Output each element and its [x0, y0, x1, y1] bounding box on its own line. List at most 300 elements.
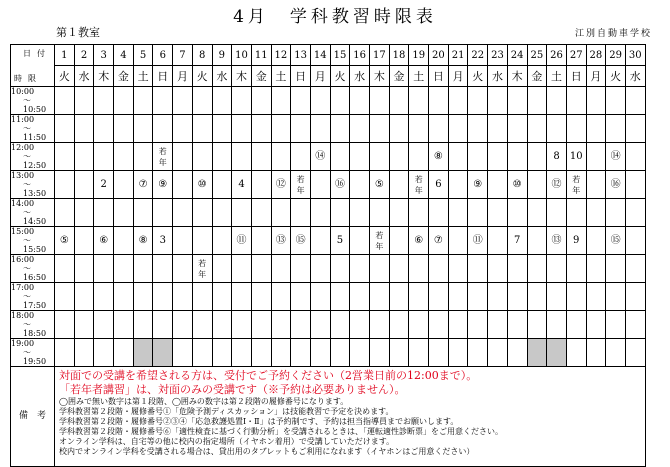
schedule-cell [625, 143, 645, 171]
schedule-cell [566, 339, 586, 367]
schedule-cell [212, 115, 232, 143]
day-number: 15 [330, 45, 350, 66]
weekday: 水 [74, 66, 94, 87]
day-number: 17 [370, 45, 390, 66]
youth-course-cell [192, 255, 212, 283]
schedule-cell [94, 143, 114, 171]
schedule-cell [271, 115, 291, 143]
period-end: 〜16:50 [23, 264, 47, 282]
period-end: 〜11:50 [23, 124, 47, 142]
weekday: 土 [133, 66, 153, 87]
schedule-cell [55, 171, 75, 199]
schedule-cell [74, 171, 94, 199]
period-row [11, 143, 646, 171]
schedule-cell [488, 339, 508, 367]
youth-course-char: 若 [572, 174, 581, 184]
schedule-cell [55, 339, 75, 367]
schedule-cell [606, 283, 626, 311]
schedule-cell [192, 339, 212, 367]
weekday: 木 [232, 66, 252, 87]
schedule-cell [586, 199, 606, 227]
schedule-cell [114, 87, 134, 115]
schedule-cell [507, 87, 527, 115]
schedule-cell [468, 87, 488, 115]
schedule-cell [114, 311, 134, 339]
day-number: 5 [133, 45, 153, 66]
schedule-cell [547, 311, 567, 339]
period-time [11, 311, 55, 339]
schedule-cell [271, 255, 291, 283]
schedule-cell [409, 311, 429, 339]
period-time [11, 115, 55, 143]
schedule-cell [251, 143, 271, 171]
schedule-cell [507, 199, 527, 227]
schedule-cell: ⑭ [606, 143, 626, 171]
period-start: 18:00 [11, 311, 35, 320]
schedule-cell: ⑤ [55, 227, 75, 255]
schedule-cell [527, 199, 547, 227]
schedule-cell [448, 199, 468, 227]
schedule-cell [389, 339, 409, 367]
period-time [11, 171, 55, 199]
day-number: 21 [448, 45, 468, 66]
schedule-cell [350, 87, 370, 115]
schedule-cell [389, 115, 409, 143]
schedule-cell [94, 87, 114, 115]
schedule-cell [566, 115, 586, 143]
schedule-cell [173, 199, 193, 227]
schedule-cell [310, 227, 330, 255]
schedule-cell [547, 87, 567, 115]
schedule-cell [94, 255, 114, 283]
schedule-cell [448, 283, 468, 311]
schedule-cell [212, 255, 232, 283]
weekday: 水 [350, 66, 370, 87]
schedule-cell [55, 143, 75, 171]
schedule-cell [74, 311, 94, 339]
schedule-cell [409, 143, 429, 171]
schedule-cell [173, 227, 193, 255]
schedule-cell [468, 255, 488, 283]
schedule-cell [350, 339, 370, 367]
schedule-cell [271, 87, 291, 115]
weekday: 金 [114, 66, 134, 87]
schedule-cell [448, 87, 468, 115]
schedule-cell [173, 339, 193, 367]
schedule-cell: 4 [232, 171, 252, 199]
day-number: 18 [389, 45, 409, 66]
schedule-cell [212, 199, 232, 227]
schedule-cell [74, 339, 94, 367]
schedule-cell [527, 143, 547, 171]
schedule-cell [409, 115, 429, 143]
schedule-cell [310, 339, 330, 367]
schedule-cell [409, 199, 429, 227]
schedule-cell [625, 87, 645, 115]
schedule-cell: ⑩ [507, 171, 527, 199]
schedule-cell [192, 199, 212, 227]
schedule-cell [153, 87, 173, 115]
weekday: 月 [448, 66, 468, 87]
schedule-cell [74, 227, 94, 255]
schedule-cell [429, 283, 449, 311]
youth-course-cell [409, 171, 429, 199]
schedule-cell [507, 283, 527, 311]
schedule-cell [94, 115, 114, 143]
schedule-cell [173, 87, 193, 115]
schedule-cell [507, 143, 527, 171]
schedule-cell [350, 255, 370, 283]
schedule-cell [625, 255, 645, 283]
schedule-cell [350, 283, 370, 311]
schedule-cell [153, 115, 173, 143]
schedule-cell [310, 87, 330, 115]
schedule-cell [606, 255, 626, 283]
period-row [11, 199, 646, 227]
period-time [11, 199, 55, 227]
schedule-cell [527, 339, 547, 367]
period-start: 15:00 [11, 227, 35, 236]
weekday: 日 [291, 66, 311, 87]
schedule-cell [468, 311, 488, 339]
notice-red: 「若年者講習」は、対面のみの受講です（※予約は必要ありません）。 [59, 383, 406, 396]
schedule-cell [547, 255, 567, 283]
schedule-cell [625, 199, 645, 227]
schedule-cell [114, 199, 134, 227]
schedule-cell [448, 227, 468, 255]
schedule-cell [527, 171, 547, 199]
period-end: 〜18:50 [23, 320, 47, 338]
schedule-cell [133, 115, 153, 143]
schedule-cell [153, 311, 173, 339]
schedule-cell [409, 87, 429, 115]
weekday: 土 [547, 66, 567, 87]
period-start: 16:00 [11, 255, 35, 264]
youth-course-cell [153, 143, 173, 171]
schedule-cell [370, 283, 390, 311]
schedule-cell [606, 311, 626, 339]
notice-line: ◯囲みで無い数字は第１段階、◯囲みの数字は第２段階の履修番号になります。 [59, 397, 349, 406]
schedule-cell [310, 171, 330, 199]
schedule-cell [291, 311, 311, 339]
notice-line: 学科教習第２段階・履修番号①「危険予測ディスカッション」は技能教習で予定を決めます。 [59, 407, 394, 416]
schedule-cell [55, 255, 75, 283]
schedule-cell [55, 199, 75, 227]
schedule-cell [251, 283, 271, 311]
schedule-cell [251, 339, 271, 367]
schedule-cell [468, 283, 488, 311]
schedule-cell [527, 283, 547, 311]
schedule-cell [429, 199, 449, 227]
schedule-cell [389, 255, 409, 283]
youth-course-char: 若 [375, 230, 384, 240]
period-row [11, 227, 646, 255]
day-number: 8 [192, 45, 212, 66]
period-row [11, 115, 646, 143]
schedule-cell [488, 283, 508, 311]
schedule-cell [625, 171, 645, 199]
weekday: 火 [330, 66, 350, 87]
day-number: 16 [350, 45, 370, 66]
schedule-cell [389, 143, 409, 171]
schedule-cell [192, 283, 212, 311]
schedule-cell [488, 255, 508, 283]
schedule-cell [212, 283, 232, 311]
schedule-cell [488, 143, 508, 171]
schedule-cell [271, 199, 291, 227]
schedule-cell [389, 311, 409, 339]
schedule-cell [94, 283, 114, 311]
schedule-cell: ⑪ [232, 227, 252, 255]
schedule-cell [74, 199, 94, 227]
youth-course-cell [566, 171, 586, 199]
youth-course-cell [291, 171, 311, 199]
period-time [11, 255, 55, 283]
schedule-cell [586, 339, 606, 367]
notice-line: 学科教習第２段階・履修番号②③④「応急救護処置Ⅰ・Ⅱ」は予約制です、予約は担当指導員までお願いします。 [59, 417, 459, 426]
schedule-cell [566, 87, 586, 115]
schedule-cell [114, 115, 134, 143]
schedule-cell [606, 87, 626, 115]
day-number: 10 [232, 45, 252, 66]
page-title: 4月 学科教習時限表 [233, 7, 437, 27]
schedule-cell [192, 115, 212, 143]
schedule-cell [310, 311, 330, 339]
schedule-cell [94, 199, 114, 227]
period-start: 14:00 [11, 199, 35, 208]
schedule-cell [251, 311, 271, 339]
schedule-cell [488, 171, 508, 199]
weekday: 火 [55, 66, 75, 87]
schedule-cell [586, 143, 606, 171]
schedule-cell: ⑥ [94, 227, 114, 255]
period-time [11, 283, 55, 311]
schedule-cell [527, 311, 547, 339]
schedule-cell [330, 199, 350, 227]
schedule-cell [488, 311, 508, 339]
schedule-cell: 3 [153, 227, 173, 255]
schedule-cell [625, 227, 645, 255]
schedule-cell [114, 171, 134, 199]
day-number: 27 [566, 45, 586, 66]
schedule-cell: 9 [566, 227, 586, 255]
schedule-cell [448, 171, 468, 199]
weekday: 火 [192, 66, 212, 87]
schedule-cell [291, 199, 311, 227]
schedule-cell [153, 283, 173, 311]
schedule-cell [232, 311, 252, 339]
day-number: 25 [527, 45, 547, 66]
schedule-cell: ⑮ [291, 227, 311, 255]
period-time [11, 339, 55, 367]
schedule-cell [291, 143, 311, 171]
schedule-cell: 2 [94, 171, 114, 199]
schedule-cell: 5 [330, 227, 350, 255]
period-end: 〜17:50 [23, 292, 47, 310]
youth-course-char: 若 [198, 258, 207, 268]
schedule-cell [547, 283, 567, 311]
notice-red: 対面での受講を希望される方は、受付でご予約ください（2営業日前の12:00まで）。 [59, 369, 478, 382]
period-row [11, 255, 646, 283]
notice-line: 校内でオンライン学科を受講される場合は、貸出用のタブレットもご利用になれます（イヤホンはご用意ください） [59, 447, 475, 456]
schedule-cell [429, 311, 449, 339]
notes-label: 備 考 [11, 367, 55, 467]
schedule-cell: ⑫ [271, 171, 291, 199]
schedule-cell [251, 199, 271, 227]
weekday: 月 [310, 66, 330, 87]
schedule-cell [586, 311, 606, 339]
schedule-cell [389, 87, 409, 115]
weekday: 火 [468, 66, 488, 87]
day-number: 1 [55, 45, 75, 66]
schedule-cell: 8 [547, 143, 567, 171]
schedule-cell [527, 227, 547, 255]
schedule-cell [133, 199, 153, 227]
schedule-cell [310, 115, 330, 143]
schedule-cell [527, 255, 547, 283]
schedule-cell [153, 339, 173, 367]
day-number: 11 [251, 45, 271, 66]
date-header-label: 日付 [23, 49, 51, 58]
weekday: 金 [251, 66, 271, 87]
schedule-cell [488, 115, 508, 143]
schedule-cell [586, 115, 606, 143]
schedule-cell [547, 199, 567, 227]
schedule-cell [271, 283, 291, 311]
schedule-cell [212, 227, 232, 255]
schedule-cell [448, 339, 468, 367]
schedule-cell [350, 115, 370, 143]
schedule-cell [429, 115, 449, 143]
schedule-cell [547, 339, 567, 367]
schedule-cell [310, 199, 330, 227]
day-number: 26 [547, 45, 567, 66]
period-row [11, 171, 646, 199]
youth-course-char: 年 [198, 269, 207, 279]
schedule-cell [251, 87, 271, 115]
period-time [11, 143, 55, 171]
schedule-cell [468, 143, 488, 171]
schedule-cell [310, 283, 330, 311]
schedule-cell: 10 [566, 143, 586, 171]
youth-course-char: 年 [414, 185, 423, 195]
schedule-cell: ⑬ [547, 227, 567, 255]
schedule-cell [507, 255, 527, 283]
schedule-cell: ⑫ [547, 171, 567, 199]
schedule-cell: ⑪ [468, 227, 488, 255]
schedule-cell [133, 255, 153, 283]
schedule-cell [173, 255, 193, 283]
day-number: 23 [488, 45, 508, 66]
schedule-cell: ⑨ [468, 171, 488, 199]
period-end: 〜12:50 [23, 152, 47, 170]
youth-course-char: 若 [296, 174, 305, 184]
schedule-cell [133, 339, 153, 367]
schedule-cell [625, 283, 645, 311]
schedule-cell [55, 115, 75, 143]
schedule-cell [468, 115, 488, 143]
schedule-cell [271, 339, 291, 367]
schedule-cell [192, 143, 212, 171]
schedule-cell [192, 227, 212, 255]
schedule-cell [74, 283, 94, 311]
day-number: 28 [586, 45, 606, 66]
day-number: 22 [468, 45, 488, 66]
schedule-cell [251, 255, 271, 283]
day-number: 14 [310, 45, 330, 66]
day-number: 13 [291, 45, 311, 66]
weekday: 土 [271, 66, 291, 87]
weekday: 水 [625, 66, 645, 87]
schedule-cell [586, 227, 606, 255]
schedule-cell [350, 311, 370, 339]
schedule-cell [370, 199, 390, 227]
day-number: 19 [409, 45, 429, 66]
schedule-cell [330, 87, 350, 115]
school-name: 江別自動車学校 [574, 29, 652, 39]
period-header-label: 時限 [14, 74, 42, 83]
schedule-cell [625, 115, 645, 143]
schedule-cell [232, 143, 252, 171]
schedule-cell [409, 339, 429, 367]
schedule-cell [330, 143, 350, 171]
schedule-cell [389, 199, 409, 227]
schedule-cell [448, 255, 468, 283]
schedule-cell [488, 227, 508, 255]
schedule-cell [192, 87, 212, 115]
schedule-cell [291, 87, 311, 115]
schedule-cell: 7 [507, 227, 527, 255]
schedule-cell [291, 115, 311, 143]
schedule-cell: ⑧ [133, 227, 153, 255]
classroom-label: 第１教室 [56, 26, 100, 39]
schedule-cell [251, 227, 271, 255]
schedule-cell [625, 339, 645, 367]
schedule-cell [330, 339, 350, 367]
schedule-cell [55, 87, 75, 115]
schedule-cell [330, 283, 350, 311]
header-corner [11, 45, 55, 87]
youth-course-char: 年 [158, 157, 167, 167]
schedule-cell [55, 283, 75, 311]
schedule-cell [114, 255, 134, 283]
schedule-cell [350, 171, 370, 199]
schedule-cell [566, 283, 586, 311]
period-start: 13:00 [11, 171, 35, 180]
schedule-cell [586, 171, 606, 199]
schedule-cell [212, 143, 232, 171]
youth-course-char: 年 [572, 185, 581, 195]
timetable [10, 44, 646, 467]
schedule-cell [232, 339, 252, 367]
schedule-cell [133, 311, 153, 339]
notice-line: 学科教習第２段階・履修番号⑥「適性検査に基づく行動分析」を受講されるときは、「運転適性診断票」をご用意ください。 [59, 427, 503, 436]
notice-line: オンライン学科は、自宅等の他に校内の指定場所（イヤホン着用）で受講していただけます。 [59, 437, 395, 446]
schedule-cell: ⑬ [271, 227, 291, 255]
schedule-cell [173, 311, 193, 339]
schedule-cell [409, 255, 429, 283]
weekday: 木 [507, 66, 527, 87]
schedule-cell [370, 115, 390, 143]
period-row [11, 283, 646, 311]
schedule-cell: ⑯ [330, 171, 350, 199]
schedule-cell [370, 255, 390, 283]
period-start: 19:00 [11, 339, 35, 348]
day-number: 24 [507, 45, 527, 66]
day-number: 3 [94, 45, 114, 66]
weekday: 木 [370, 66, 390, 87]
schedule-cell [74, 115, 94, 143]
